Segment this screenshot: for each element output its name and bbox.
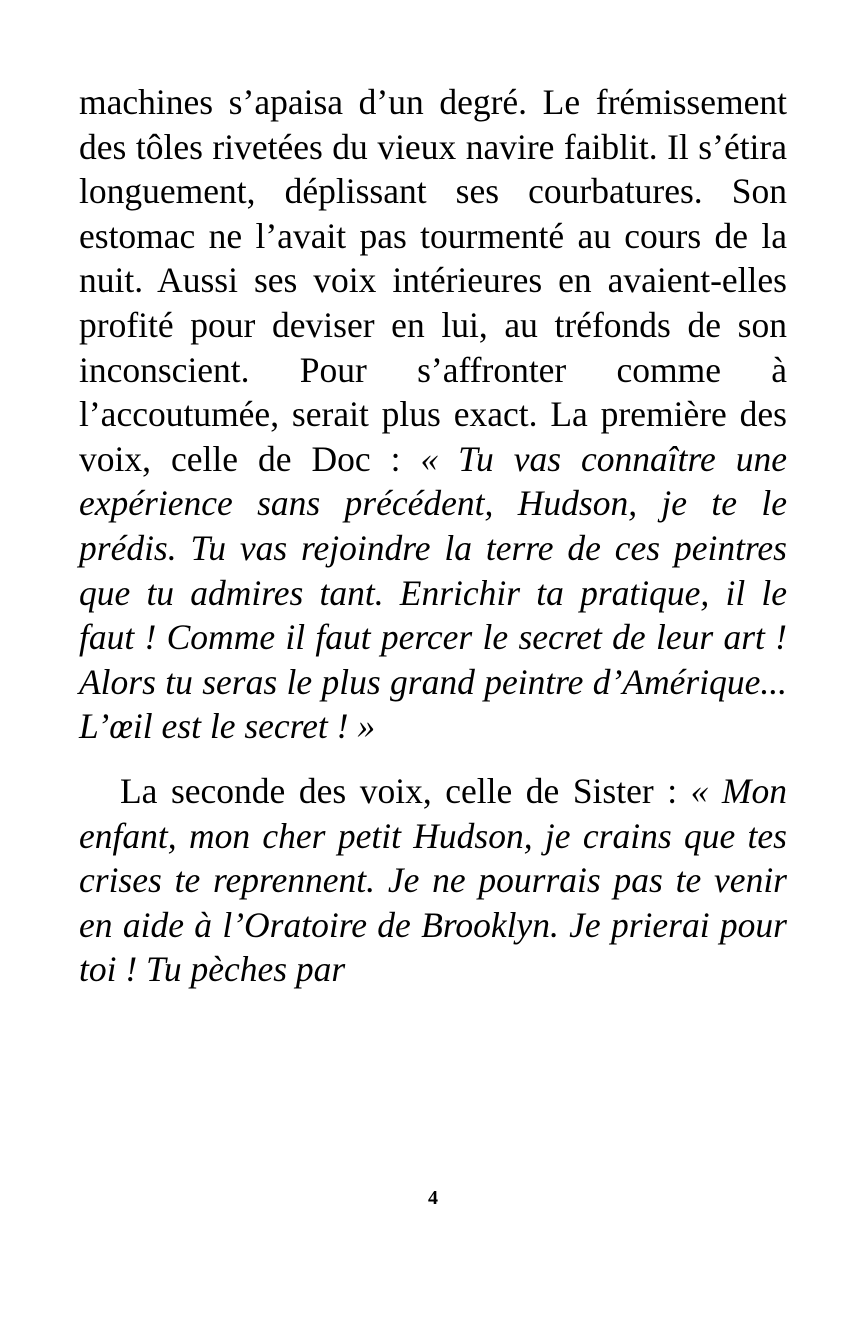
paragraph-1-narration: machines s’apaisa d’un degré. Le frémissement des tôles rivetées du vieux navire faiblit. Il s’étira longuement, déplissant ses courbatures. Son estomac ne l’avait pas tourmenté au cours de la nuit. Aussi ses voix intérieures en avaient-elles profité pour deviser en lui, au tréfonds de son inconscient. Pour s’affronter comme à l’accoutumée, serait plus exact. La première des voix, celle de Doc : <box>79 82 787 479</box>
paragraph-2-narration: La seconde des voix, celle de Sister : <box>120 770 691 811</box>
paragraph-1 <box>79 80 787 749</box>
paragraph-2 <box>79 769 787 992</box>
body-text <box>79 80 787 992</box>
paragraph-1-quote-doc: « Tu vas connaître une expérience sans précédent, Hudson, je te le prédis. Tu vas rejoindre la terre de ces peintres que tu admires tant. Enrichir ta pratique, il le faut ! Comme il faut percer le secret de leur art ! Alors tu seras le plus grand peintre d’Amérique... L’œil est le secret ! » <box>79 438 787 747</box>
paragraph-2-quote-sister: « Mon enfant, mon cher petit Hudson, je crains que tes crises te reprennent. Je ne pourrais pas te venir en aide à l’Oratoire de Brooklyn. Je prierai pour toi ! Tu pèches par <box>79 770 787 990</box>
page-number: 4 <box>428 1187 438 1209</box>
